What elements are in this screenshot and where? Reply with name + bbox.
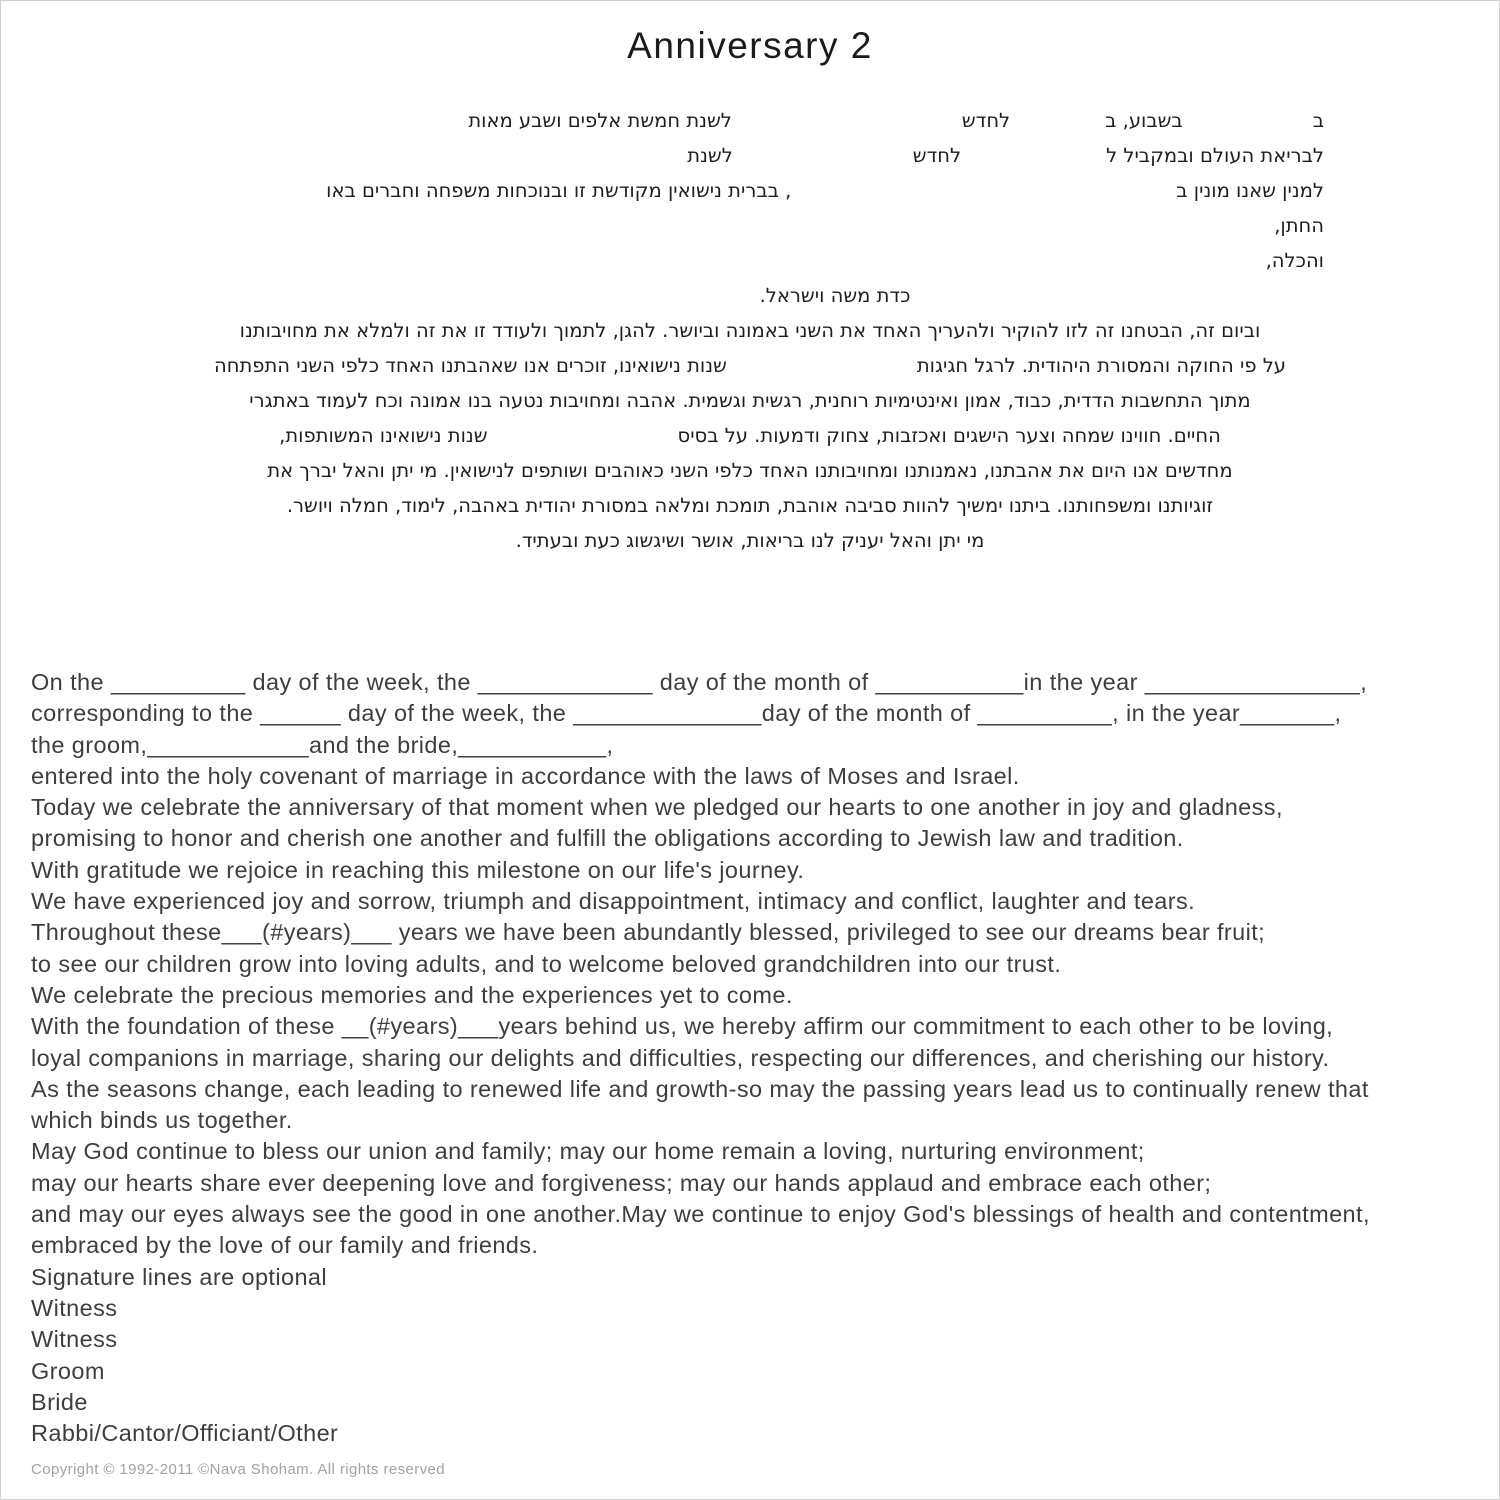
witness-signature-line: Witness xyxy=(31,1294,118,1321)
hebrew-paragraph-line xyxy=(176,418,1324,453)
text-line: With gratitude we rejoice in reaching this milestone on our life's journey. xyxy=(31,856,805,883)
hebrew-bride-line: והכלה, xyxy=(1265,249,1324,272)
hebrew-day-prefix: ב xyxy=(1312,109,1324,132)
hebrew-paragraph-line: מחדשים אנו היום את אהבתנו, נאמנותנו ומחויבותנו האחד כלפי השני כאוהבים ושותפים לנישואין. מי יתן והאל יברך את xyxy=(267,459,1233,482)
text-line: We celebrate the precious memories and the experiences yet to come. xyxy=(31,981,793,1008)
text-line: which binds us together. xyxy=(31,1107,293,1134)
hebrew-year-label: לשנת חמשת אלפים ושבע מאות xyxy=(468,109,732,132)
hebrew-covenant-label: , בברית נישואין מקודשת זו ובנוכחות משפחה וחברים באו xyxy=(326,179,792,202)
text-line: loyal companions in marriage, sharing our delights and difficulties, respecting our differences, and cherishing our history. xyxy=(31,1044,1330,1071)
hebrew-month-label: לחדש xyxy=(912,144,962,167)
hebrew-year-label: לשנת xyxy=(687,144,733,167)
fill-blank-gap xyxy=(732,126,962,127)
fill-blank-gap xyxy=(488,441,678,442)
fill-blank-gap xyxy=(1010,126,1105,127)
hebrew-date-line-2 xyxy=(176,138,1324,173)
bride-signature-line: Bride xyxy=(31,1388,88,1415)
witness-signature-line: Witness xyxy=(31,1326,118,1353)
hebrew-text-block xyxy=(176,103,1324,558)
hebrew-paragraph-segment: שנות נישואינו, זוכרים אנו שאהבתנו האחד כלפי השני התפתחה xyxy=(213,354,727,377)
fill-blank-gap xyxy=(961,161,1106,162)
text-line: We have experienced joy and sorrow, triumph and disappointment, intimacy and conflict, laughter and tears. xyxy=(31,888,1196,915)
text-line: entered into the holy covenant of marriage in accordance with the laws of Moses and Israel. xyxy=(31,762,1020,789)
copyright-notice: Copyright © 1992-2011 ©Nava Shoham. All rights reserved xyxy=(31,1461,446,1478)
hebrew-paragraph-line: וביום זה, הבטחנו זה לזו להוקיר ולהעריך האחד את השני באמונה וביושר. להגן, לתמוך ולעודד זו את זה ולמלא את מחויבותנו xyxy=(239,319,1261,342)
text-line: May God continue to bless our union and family; may our home remain a loving, nurturing environment; xyxy=(31,1138,1145,1165)
names-fill-line: the groom,____________and the bride,___________, xyxy=(31,731,614,758)
fill-blank-gap xyxy=(1183,126,1313,127)
hebrew-blessing-line: מי יתן והאל יעניק לנו בריאות, אושר ושיגשוג כעת ובעתיד. xyxy=(515,529,985,552)
hebrew-groom-line: החתן, xyxy=(1274,214,1324,237)
hebrew-paragraph-segment: על פי החוקה והמסורת היהודית. לרגל חגיגות xyxy=(916,354,1286,377)
hebrew-paragraph-line xyxy=(176,348,1324,383)
hebrew-paragraph-line: מתוך התחשבות הדדית, כבוד, אמון ואינטימיות רוחנית, רגשית וגשמית. אהבה ומחויבות נטעה בנו אמונה וכח לעמוד באתגרי xyxy=(249,389,1251,412)
text-line: promising to honor and cherish one another and fulfill the obligations according to Jewish law and tradition. xyxy=(31,825,1184,852)
date-fill-line: On the __________ day of the week, the _____________ day of the month of ___________in the year ________________, xyxy=(31,669,1368,695)
hebrew-paragraph-segment: החיים. חווינו שמחה וצער הישגים ואכזבות, צחוק ודמעות. על בסיס xyxy=(677,424,1221,447)
text-line: and may our eyes always see the good in one another.May we continue to enjoy God's blessings of health and contentment, xyxy=(31,1201,1370,1228)
hebrew-date-line-3 xyxy=(176,173,1324,208)
hebrew-paragraph-line: זוגיותנו ומשפחותנו. ביתנו ימשיך להוות סביבה אוהבת, תומכת ומלאה במסורת יהודית באהבה, לימוד, חמלה ויושר. xyxy=(286,494,1214,517)
text-line: As the seasons change, each leading to renewed life and growth-so may the passing years lead us to continually renew that xyxy=(31,1075,1369,1102)
page-title: Anniversary 2 xyxy=(627,25,873,66)
officiant-signature-line: Rabbi/Cantor/Officiant/Other xyxy=(31,1420,339,1447)
hebrew-moses-israel-line: כדת משה וישראל. xyxy=(759,284,911,307)
text-line: Today we celebrate the anniversary of that moment when we pledged our hearts to one another in joy and gladness, xyxy=(31,794,1283,821)
text-line: embraced by the love of our family and friends. xyxy=(31,1232,539,1259)
fill-blank-gap xyxy=(727,371,917,372)
hebrew-count-label: למנין שאנו מונין ב xyxy=(1176,179,1324,202)
date-fill-line: corresponding to the ______ day of the week, the ______________day of the month of __________, in the year_______, xyxy=(31,700,1342,727)
text-line: to see our children grow into loving adults, and to welcome beloved grandchildren into our trust. xyxy=(31,950,1062,977)
groom-signature-line: Groom xyxy=(31,1357,105,1384)
fill-blank-gap xyxy=(733,161,913,162)
hebrew-week-label: בשבוע, ב xyxy=(1105,109,1183,132)
hebrew-paragraph-segment: שנות נישואינו המשותפות, xyxy=(279,424,488,447)
years-fill-line: Throughout these___(#years)___ years we have been abundantly blessed, privileged to see our dreams bear fruit; xyxy=(31,919,1266,946)
hebrew-date-line-1 xyxy=(176,103,1324,138)
hebrew-creation-label: לבריאת העולם ובמקביל ל xyxy=(1106,144,1324,167)
years-fill-line: With the foundation of these __(#years)___years behind us, we hereby affirm our commitment to each other to be loving, xyxy=(31,1013,1334,1040)
fill-blank-gap xyxy=(791,196,1176,197)
signature-note-line: Signature lines are optional xyxy=(31,1263,327,1290)
english-text-block xyxy=(31,667,1489,1449)
text-line: may our hearts share ever deepening love and forgiveness; may our hands applaud and embrace each other; xyxy=(31,1169,1212,1196)
hebrew-month-label: לחדש xyxy=(961,109,1011,132)
